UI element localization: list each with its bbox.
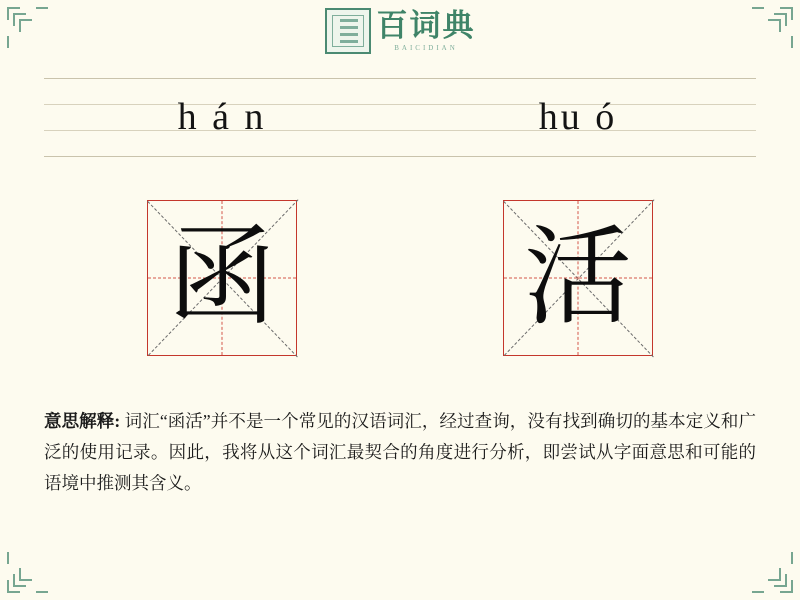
character-glyph: 函 bbox=[167, 215, 276, 340]
pinyin-text: hu ó bbox=[538, 96, 618, 138]
brand-subtitle: BAICIDIAN bbox=[394, 44, 458, 52]
corner-ornament-bottom-right bbox=[750, 550, 794, 594]
explanation-text: 词汇“函活”并不是一个常见的汉语词汇，经过查询，没有找到确切的基本定义和广泛的使用记录。因此，我将从这个词汇最契合的角度进行分析，即尝试从字面意思和可能的语境中推测其含义。 bbox=[44, 411, 756, 493]
seal-icon bbox=[325, 8, 371, 54]
character-grid-row bbox=[44, 200, 756, 356]
tianzige-grid bbox=[503, 200, 653, 356]
staff-line bbox=[44, 156, 756, 157]
character-cell bbox=[400, 200, 756, 356]
character-glyph: 活 bbox=[523, 215, 632, 340]
explanation-label: 意思解释: bbox=[44, 411, 121, 431]
pinyin-text: h á n bbox=[177, 96, 267, 138]
brand-name: 百词典 bbox=[376, 8, 476, 43]
corner-ornament-bottom-left bbox=[6, 550, 50, 594]
character-cell bbox=[44, 200, 400, 356]
pinyin-staff bbox=[44, 78, 756, 160]
brand-logo bbox=[0, 8, 800, 54]
explanation-block bbox=[44, 406, 756, 499]
tianzige-grid bbox=[147, 200, 297, 356]
